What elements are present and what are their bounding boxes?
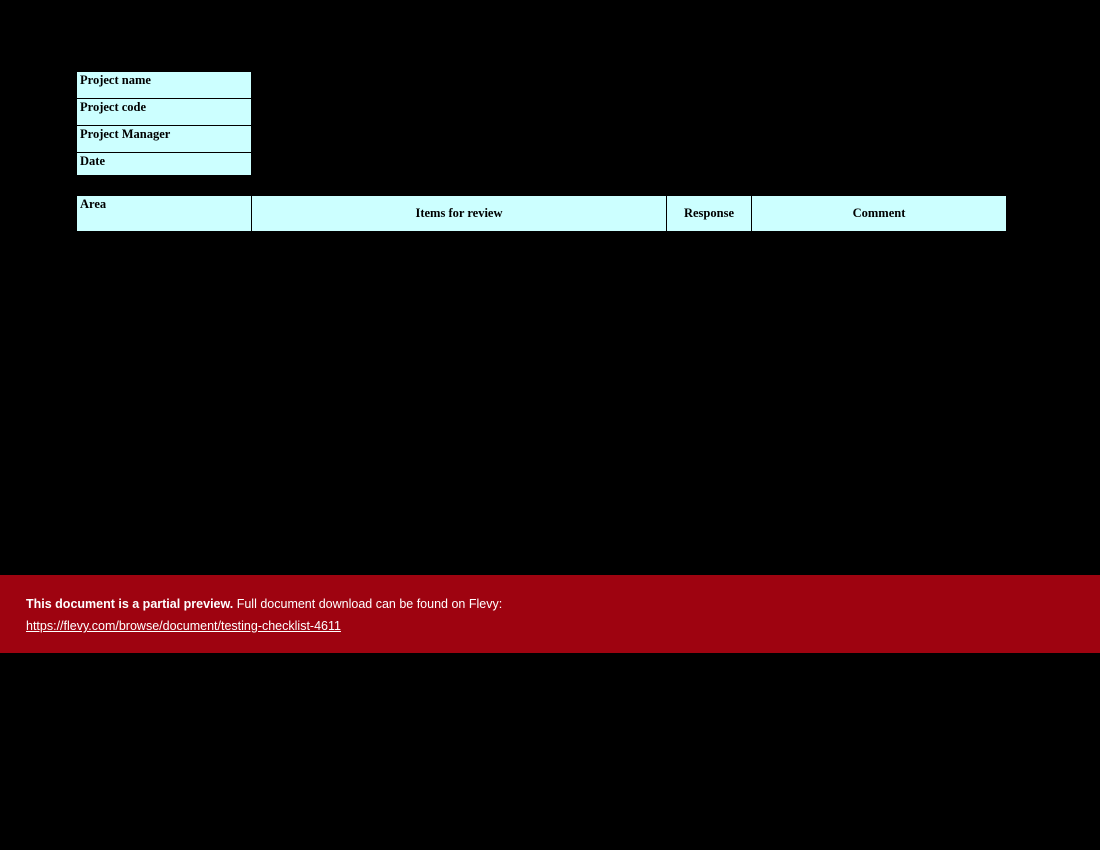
column-header-area: Area — [77, 196, 252, 232]
column-header-items-for-review: Items for review — [252, 196, 667, 232]
column-header-comment: Comment — [752, 196, 1007, 232]
preview-notice-strong: This document is a partial preview. — [26, 597, 234, 611]
column-header-response: Response — [667, 196, 752, 232]
table-row — [77, 126, 252, 153]
date-label: Date — [77, 153, 252, 176]
page-bottom-area — [0, 653, 1100, 850]
checklist-table — [76, 195, 1007, 232]
table-row — [77, 72, 252, 99]
preview-notice-rest: Full document download can be found on Flevy: — [236, 597, 503, 611]
project-name-label: Project name — [77, 72, 252, 99]
preview-notice — [26, 597, 502, 611]
table-row — [77, 99, 252, 126]
flevy-document-link[interactable]: https://flevy.com/browse/document/testing-checklist-4611 — [26, 619, 341, 633]
preview-banner — [0, 575, 1100, 653]
project-manager-label: Project Manager — [77, 126, 252, 153]
project-info-table — [76, 71, 252, 176]
table-row — [77, 153, 252, 176]
project-code-label: Project code — [77, 99, 252, 126]
table-header-row — [77, 196, 1007, 232]
